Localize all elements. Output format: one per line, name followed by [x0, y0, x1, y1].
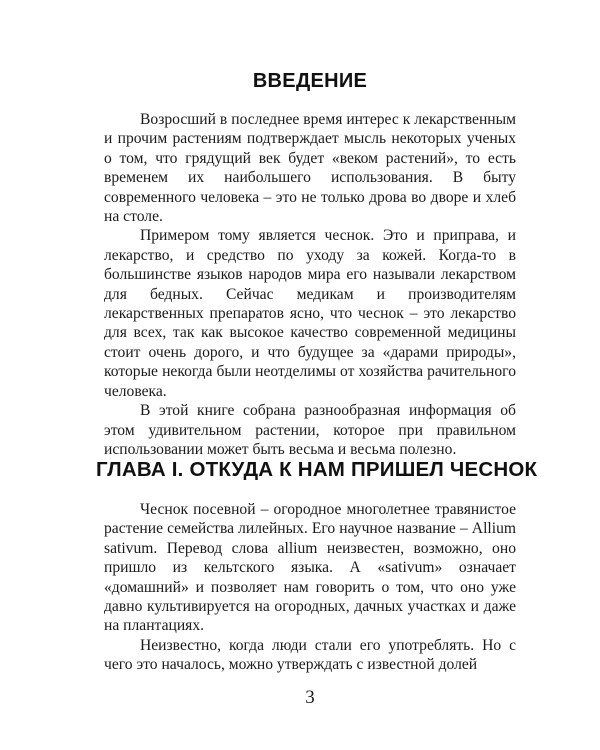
intro-paragraph-2: Примером тому является чеснок. Это и приправа, и лекарство, и средство по уходу за кожей. Когда-то в большинстве языков народов мира его называли лекарством для бедных. Сейчас медикам и производителям лекарственных препаратов ясно, что чеснок – это лекарство для всех, так как высокое качество современной медицины стоит очень дорого, и что будущее за «дарами природы», которые некогда были неотделимы от хозяйства рачительного человека. — [104, 227, 516, 400]
intro-heading: ВВЕДЕНИЕ — [252, 70, 368, 92]
chapter-paragraph-2: Неизвестно, когда люди стали его употреблять. Но с чего это началось, можно утверждать с известной долей — [104, 636, 516, 674]
chapter-heading: ГЛАВА I. ОТКУДА К НАМ ПРИШЕЛ ЧЕСНОК — [96, 458, 538, 481]
intro-paragraph-3: В этой книге собрана разнообразная информация об этом удивительном растении, которое при правильном использовании может быть весьма и весьма полезно. — [104, 402, 516, 458]
chapter-paragraph-1: Чеснок посевной – огородное многолетнее травянистое растение семейства лилейных. Его научное название – Allium sativum. Перевод слова allium неизвестен, возможно, оно пришло из кельтского языка. А «sativum» означает «домашний» и позволяет нам говорить о том, что оно уже давно культивируется на огородных, дачных участках и даже на плантациях. — [104, 501, 516, 635]
intro-text — [104, 110, 516, 459]
intro-paragraph-1: Возросший в последнее время интерес к лекарственным и прочим растениям подтверждает мысль некоторых ученых о том, что грядущий век будет «веком растений», то есть временем их наибольшего использования. В быту современного человека – это не только дрова во дворе и хлеб на столе. — [104, 111, 516, 226]
chapter-text — [104, 500, 516, 675]
page-number: 3 — [305, 687, 315, 708]
